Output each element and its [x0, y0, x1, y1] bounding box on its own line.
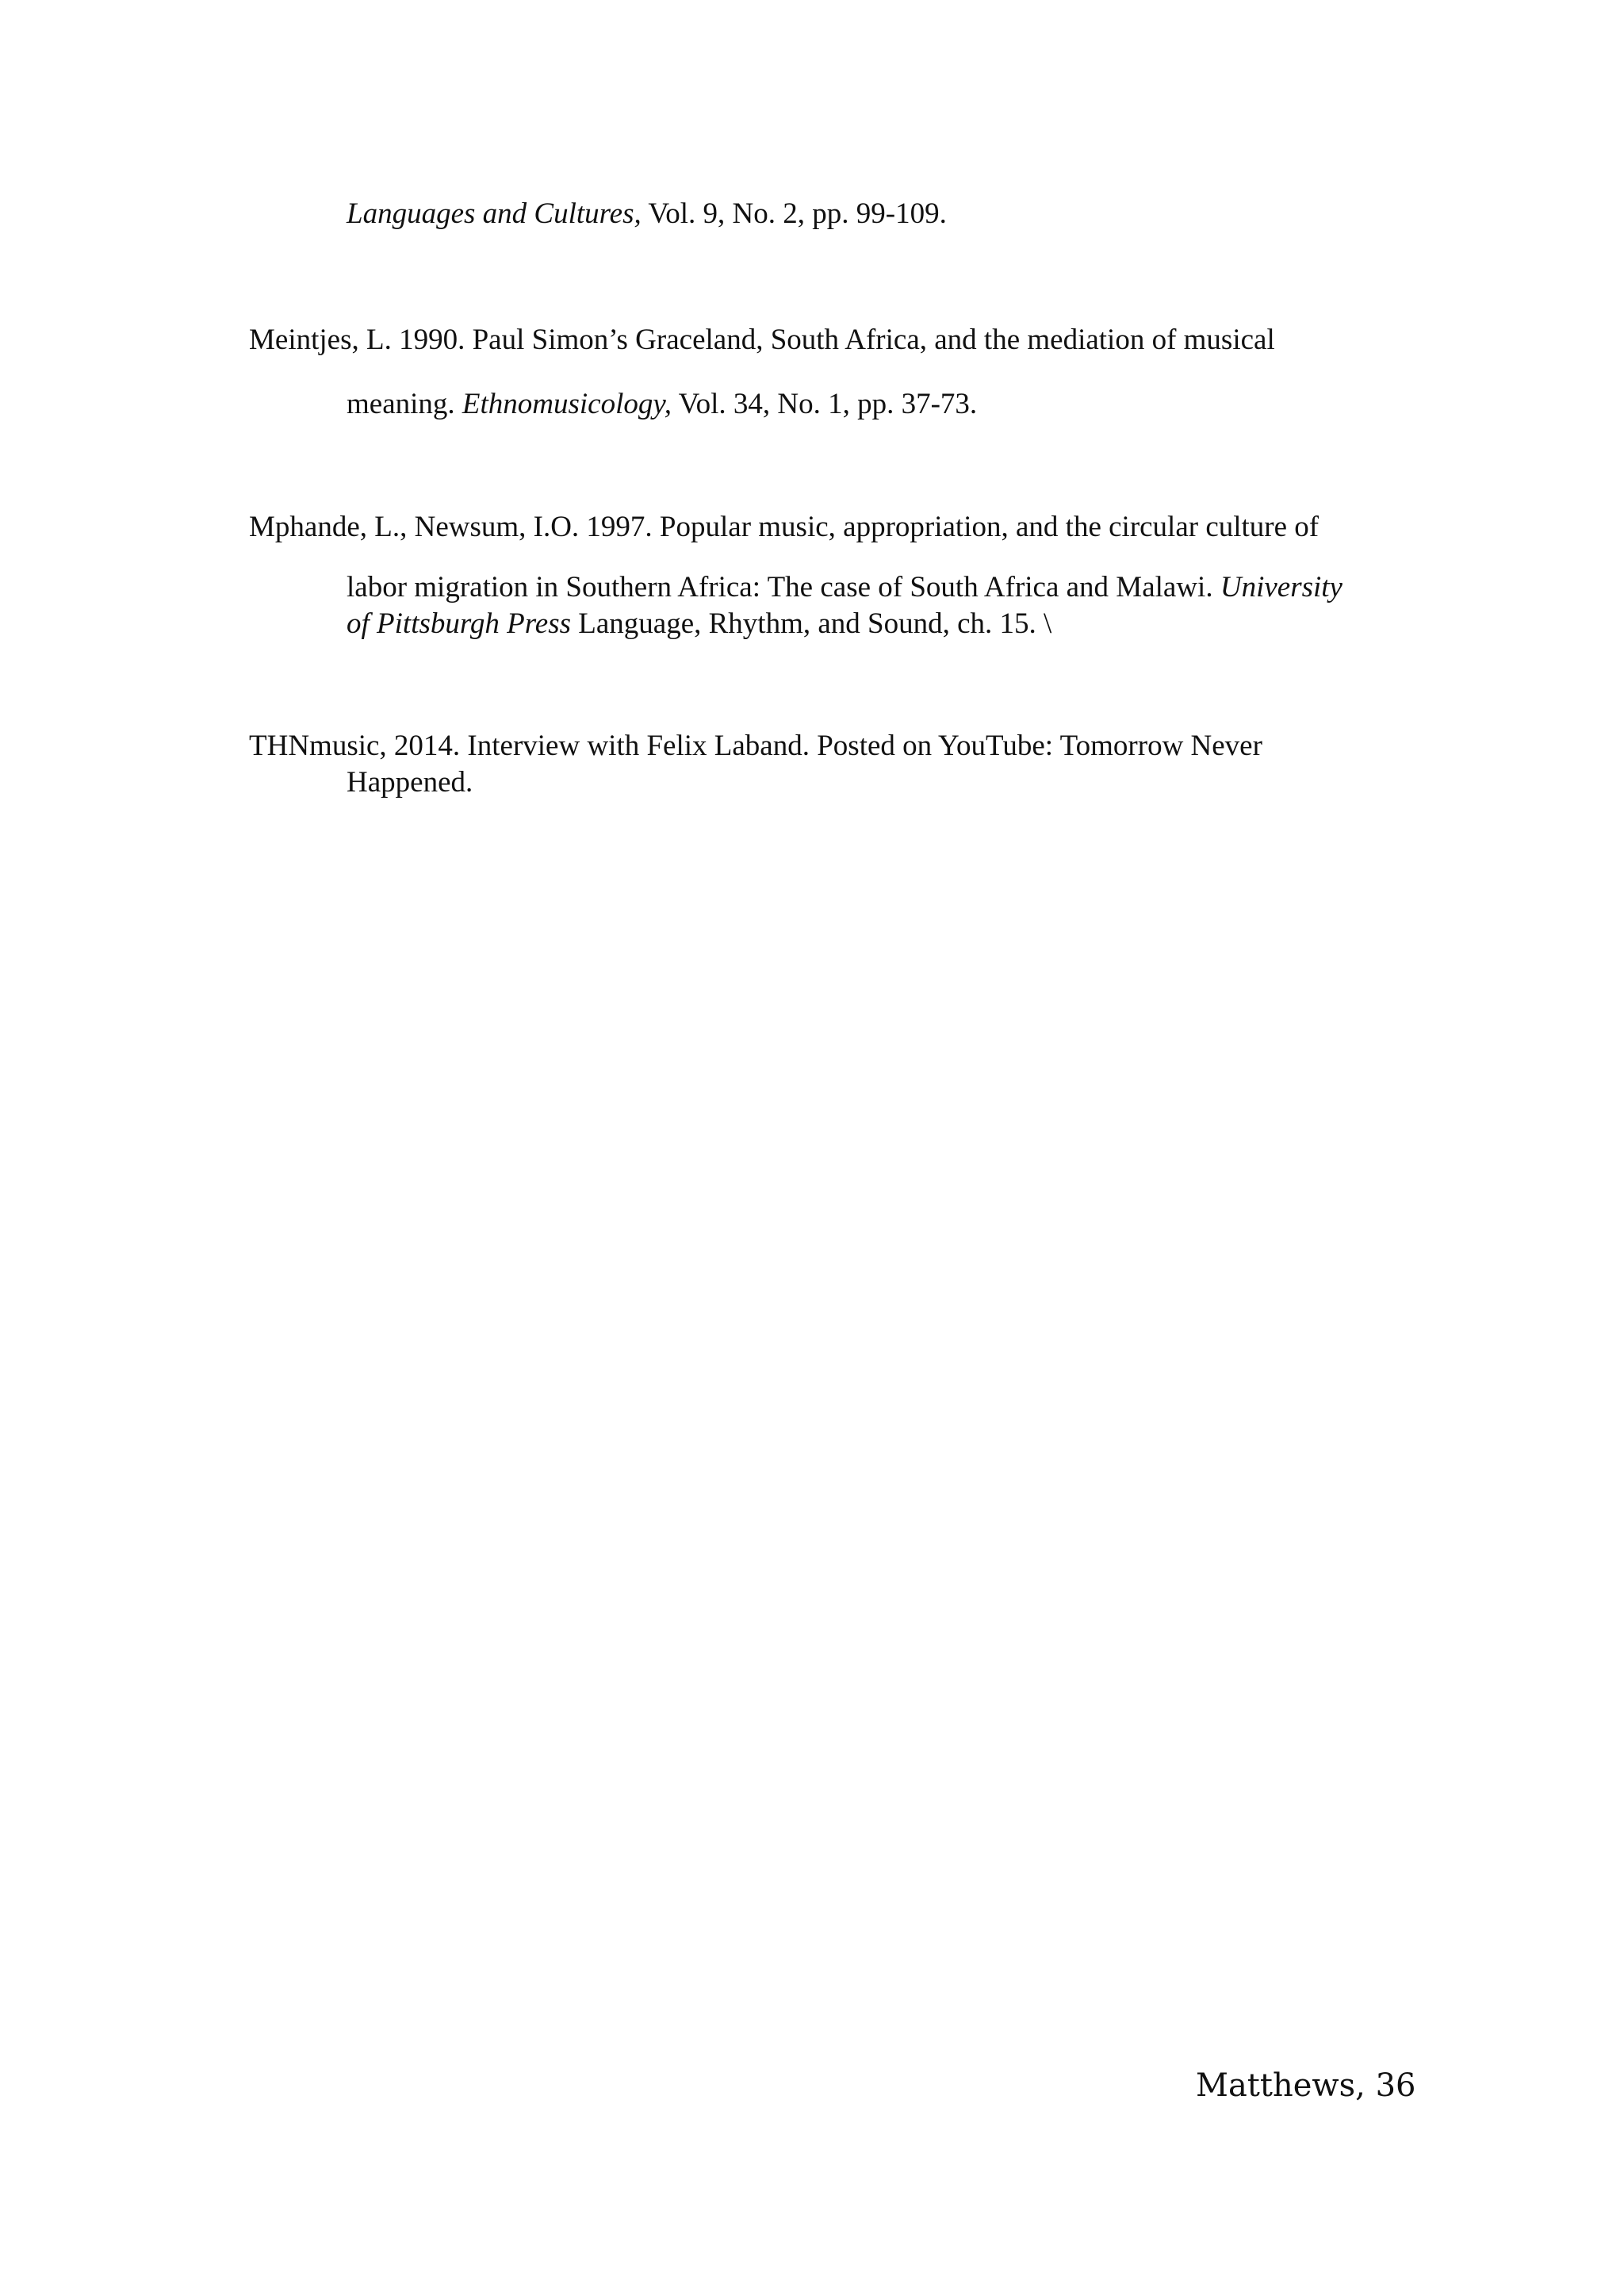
publisher-title: of Pittsburgh Press — [347, 607, 571, 640]
reference-continuation-line — [347, 199, 947, 228]
reference-thnmusic-line1 — [249, 731, 1262, 761]
citation-details: Language, Rhythm, and Sound, ch. 15. \ — [571, 607, 1052, 640]
reference-text: Happened. — [347, 766, 473, 799]
page-footer — [1196, 2067, 1416, 2104]
journal-title: Languages and Cultures, — [347, 197, 642, 230]
reference-mphande-line3 — [347, 609, 1051, 638]
reference-meintjes-line1 — [249, 325, 1275, 354]
reference-text: Meintjes, L. 1990. Paul Simon’s Graceland, South Africa, and the mediation of musical — [249, 324, 1275, 356]
reference-text: THNmusic, 2014. Interview with Felix Laband. Posted on YouTube: Tomorrow Never — [249, 730, 1262, 762]
reference-mphande-line1 — [249, 512, 1319, 542]
page-number-label: Matthews, 36 — [1196, 2067, 1416, 2104]
reference-meintjes-line2 — [347, 389, 977, 419]
journal-title: Ethnomusicology, — [462, 388, 672, 420]
reference-thnmusic-line2 — [347, 768, 473, 797]
reference-text: labor migration in Southern Africa: The case of South Africa and Malawi. — [347, 571, 1220, 603]
reference-text: meaning. — [347, 388, 462, 420]
citation-details: Vol. 34, No. 1, pp. 37-73. — [672, 388, 978, 420]
citation-details: Vol. 9, No. 2, pp. 99-109. — [641, 197, 947, 230]
publisher-title: University — [1220, 571, 1342, 603]
reference-mphande-line2 — [347, 573, 1342, 602]
reference-text: Mphande, L., Newsum, I.O. 1997. Popular music, appropriation, and the circular culture of — [249, 511, 1320, 543]
